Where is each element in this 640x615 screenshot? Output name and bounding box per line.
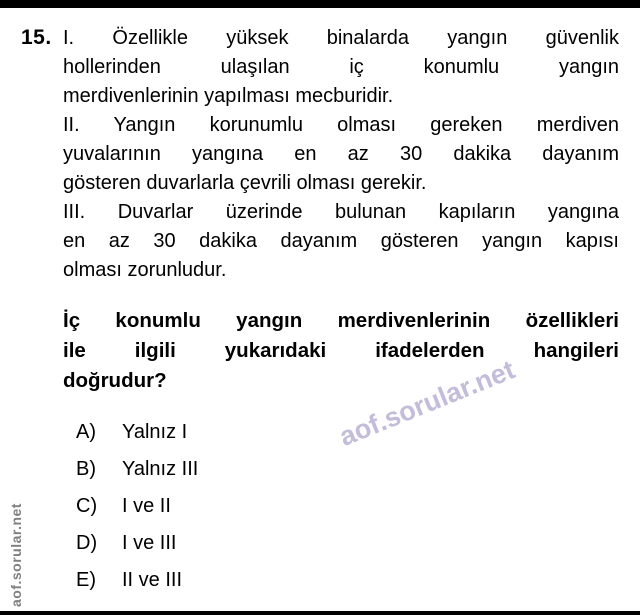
options-list [76, 421, 496, 606]
stem-line-3: doğrudur? [63, 369, 167, 392]
option-c-letter: C) [76, 495, 98, 517]
option-d-text: I ve III [122, 532, 177, 554]
option-a[interactable] [76, 421, 496, 444]
statement-2-line-3: gösteren duvarlarla çevrili olması gerekir. [63, 172, 427, 194]
option-b-letter: B) [76, 458, 96, 480]
stem-line-1: İç konumlu yangın merdivenlerinin özellikleri [63, 309, 619, 332]
statement-3-line-3: olması zorunludur. [63, 259, 227, 281]
question-number: 15. [21, 26, 52, 49]
option-e-letter: E) [76, 569, 96, 591]
option-d-letter: D) [76, 532, 98, 554]
statement-2-line-2: yuvalarının yangına en az 30 dakika dayanım [63, 143, 619, 165]
statement-1-line-2: hollerinden ulaşılan iç konumlu yangın [63, 56, 619, 78]
option-a-letter: A) [76, 421, 96, 443]
option-c[interactable] [76, 495, 496, 518]
statement-3-line-1: III. Duvarlar üzerinde bulunan kapıların yangına [63, 201, 619, 223]
statement-2-line-1: II. Yangın korunumlu olması gereken merdiven [63, 114, 619, 136]
question-stem [63, 306, 619, 396]
option-b-text: Yalnız III [122, 458, 199, 480]
option-b[interactable] [76, 458, 496, 481]
watermark-diagonal: aof.sorular.net [335, 354, 519, 452]
stem-line-2: ile ilgili yukarıdaki ifadelerden hangileri [63, 339, 619, 362]
statement-1-line-3: merdivenlerinin yapılması mecburidir. [63, 85, 394, 107]
option-c-text: I ve II [122, 495, 171, 517]
bottom-border-bar [0, 611, 640, 615]
option-e[interactable] [76, 569, 496, 592]
watermark-vertical: aof.sorular.net [8, 503, 24, 607]
statements-block [63, 24, 619, 285]
option-e-text: II ve III [122, 569, 183, 591]
top-border-bar [0, 0, 640, 8]
option-a-text: Yalnız I [122, 421, 188, 443]
statement-3-line-2: en az 30 dakika dayanım gösteren yangın kapısı [63, 230, 619, 252]
option-d[interactable] [76, 532, 496, 555]
statement-1-line-1: I. Özellikle yüksek binalarda yangın güvenlik [63, 27, 619, 49]
